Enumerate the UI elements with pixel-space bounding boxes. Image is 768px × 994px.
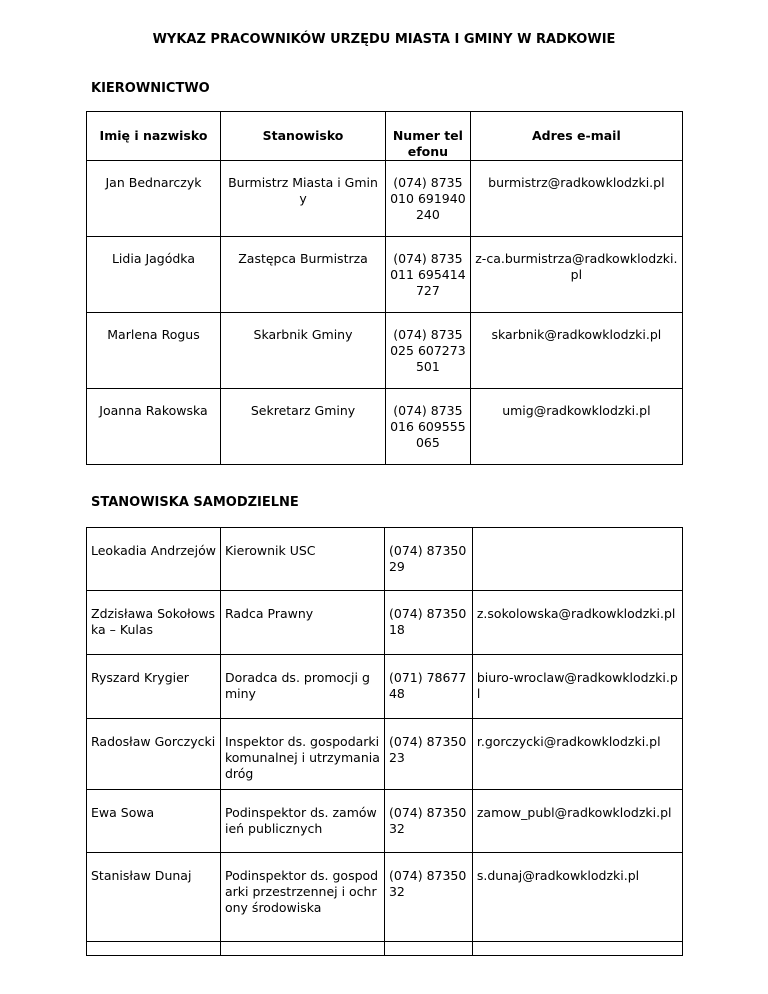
cell-position: Radca Prawny (220, 591, 384, 655)
cell-position: Doradca ds. promocji gminy (220, 655, 384, 719)
cell-phone: (071) 7867748 (384, 655, 472, 719)
cell-name: Lidia Jagódka (87, 237, 221, 313)
cell-phone: (074) 8735011 695414727 (386, 237, 471, 313)
table-row (87, 790, 683, 853)
cell-position: Podinspektor ds. gospodarki przestrzennej i ochrony środowiska (220, 853, 384, 942)
cell-phone: (074) 8735025 607273501 (386, 313, 471, 389)
cell-phone: (074) 8735029 (384, 528, 472, 591)
cell-name: Joanna Rakowska (87, 389, 221, 465)
cell-name: Radosław Gorczycki (87, 719, 221, 790)
cell-position: Inspektor ds. gospodarki komunalnej i utrzymania dróg (220, 719, 384, 790)
table-row (87, 719, 683, 790)
cell-phone: (074) 8735023 (384, 719, 472, 790)
cell-name: Zdzisława Sokołowska – Kulas (87, 591, 221, 655)
table-row (87, 161, 683, 237)
cell-email: biuro-wroclaw@radkowklodzki.pl (472, 655, 682, 719)
management-table (86, 111, 683, 465)
cell-phone: (074) 8735032 (384, 853, 472, 942)
section-heading-management: KIEROWNICTWO (91, 81, 210, 96)
cell-email: r.gorczycki@radkowklodzki.pl (472, 719, 682, 790)
cell-position: Sekretarz Gminy (220, 389, 385, 465)
cell-phone (384, 942, 472, 956)
cell-email: burmistrz@radkowklodzki.pl (470, 161, 682, 237)
table-row (87, 853, 683, 942)
cell-name: Marlena Rogus (87, 313, 221, 389)
cell-name: Jan Bednarczyk (87, 161, 221, 237)
table-row (87, 942, 683, 956)
cell-email: z-ca.burmistrza@radkowklodzki.pl (470, 237, 682, 313)
table-row (87, 591, 683, 655)
cell-position (220, 942, 384, 956)
table-header-row (87, 112, 683, 161)
table-row (87, 313, 683, 389)
cell-email: z.sokolowska@radkowklodzki.pl (472, 591, 682, 655)
independent-posts-table (86, 527, 683, 956)
header-name: Imię i nazwisko (87, 112, 221, 161)
cell-position: Burmistrz Miasta i Gminy (220, 161, 385, 237)
table-row (87, 528, 683, 591)
cell-email (472, 528, 682, 591)
header-position: Stanowisko (220, 112, 385, 161)
cell-name: Leokadia Andrzejów (87, 528, 221, 591)
cell-position: Podinspektor ds. zamówień publicznych (220, 790, 384, 853)
cell-name (87, 942, 221, 956)
cell-phone: (074) 8735018 (384, 591, 472, 655)
section-heading-independent-posts: STANOWISKA SAMODZIELNE (91, 495, 299, 510)
cell-email: zamow_publ@radkowklodzki.pl (472, 790, 682, 853)
cell-position: Skarbnik Gminy (220, 313, 385, 389)
table-row (87, 237, 683, 313)
cell-name: Ryszard Krygier (87, 655, 221, 719)
document-title: WYKAZ PRACOWNIKÓW URZĘDU MIASTA I GMINY W RADKOWIE (152, 32, 616, 47)
cell-email (472, 942, 682, 956)
cell-email: umig@radkowklodzki.pl (470, 389, 682, 465)
cell-email: skarbnik@radkowklodzki.pl (470, 313, 682, 389)
header-phone: Numer telefonu (386, 112, 471, 161)
cell-phone: (074) 8735032 (384, 790, 472, 853)
cell-email: s.dunaj@radkowklodzki.pl (472, 853, 682, 942)
cell-position: Zastępca Burmistrza (220, 237, 385, 313)
cell-position: Kierownik USC (220, 528, 384, 591)
header-email: Adres e-mail (470, 112, 682, 161)
cell-name: Ewa Sowa (87, 790, 221, 853)
cell-name: Stanisław Dunaj (87, 853, 221, 942)
table-row (87, 655, 683, 719)
cell-phone: (074) 8735016 609555065 (386, 389, 471, 465)
cell-phone: (074) 8735010 691940240 (386, 161, 471, 237)
table-row (87, 389, 683, 465)
